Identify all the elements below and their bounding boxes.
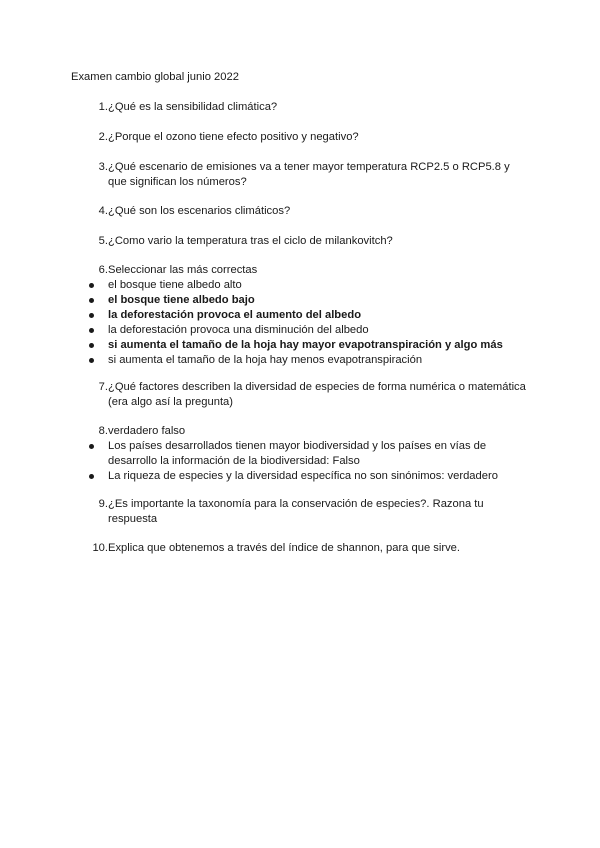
option-text: el bosque tiene albedo alto	[108, 279, 242, 291]
question-number: 9.	[98, 498, 108, 510]
question-6	[88, 263, 528, 278]
list-item	[88, 469, 528, 484]
bullet-icon	[89, 474, 94, 479]
question-7	[88, 380, 528, 410]
bullet-icon	[89, 358, 94, 363]
question-number: 4.	[98, 205, 108, 217]
question-text: verdadero falso	[108, 425, 186, 437]
list-item	[88, 338, 528, 353]
question-text: Seleccionar las más correctas	[108, 264, 258, 276]
question-text: Explica que obtenemos a través del índice de shannon, para que sirve.	[108, 542, 461, 554]
question-2	[88, 130, 528, 145]
option-text: la deforestación provoca el aumento del albedo	[108, 309, 362, 321]
question-8	[88, 424, 528, 439]
question-text: ¿Es importante la taxonomía para la conservación de especies?. Razona tu respuesta	[108, 498, 484, 525]
bullet-icon	[89, 343, 94, 348]
bullet-icon	[89, 313, 94, 318]
question-number: 2.	[98, 131, 108, 143]
question-number: 8.	[98, 425, 108, 437]
list-item	[88, 323, 528, 338]
option-text: si aumenta el tamaño de la hoja hay menos evapotranspiración	[108, 354, 423, 366]
question-text: ¿Qué son los escenarios climáticos?	[108, 205, 291, 217]
bullet-icon	[89, 283, 94, 288]
document-title: Examen cambio global junio 2022	[71, 71, 239, 83]
q6-options-list	[88, 278, 528, 368]
question-9	[88, 497, 528, 527]
q8-options-list	[88, 439, 528, 484]
list-item	[88, 353, 528, 368]
question-text: ¿Qué escenario de emisiones va a tener mayor temperatura RCP2.5 o RCP5.8 y que significan los números?	[108, 161, 510, 188]
list-item	[88, 308, 528, 323]
question-number: 5.	[98, 235, 108, 247]
list-item	[88, 293, 528, 308]
question-text: ¿Qué factores describen la diversidad de especies de forma numérica o matemática (era algo así la pregunta)	[108, 381, 526, 408]
bullet-icon	[89, 328, 94, 333]
question-text: ¿Como vario la temperatura tras el ciclo de milankovitch?	[108, 235, 393, 247]
question-1	[88, 100, 528, 115]
question-5	[88, 234, 528, 249]
bullet-icon	[89, 298, 94, 303]
question-number: 3.	[98, 161, 108, 173]
list-item	[88, 278, 528, 293]
option-text: si aumenta el tamaño de la hoja hay mayor evapotranspiración y algo más	[108, 339, 503, 351]
question-10	[88, 541, 528, 556]
option-text: la deforestación provoca una disminución del albedo	[108, 324, 369, 336]
question-number: 10.	[92, 542, 108, 554]
question-text: ¿Porque el ozono tiene efecto positivo y negativo?	[108, 131, 359, 143]
bullet-icon	[89, 444, 94, 449]
option-text: La riqueza de especies y la diversidad específica no son sinónimos: verdadero	[108, 470, 498, 482]
option-text: Los países desarrollados tienen mayor biodiversidad y los países en vías de desarrollo la información de la biodiversidad: Falso	[108, 440, 487, 467]
list-item	[88, 439, 528, 469]
question-number: 7.	[98, 381, 108, 393]
question-4	[88, 204, 528, 219]
question-text: ¿Qué es la sensibilidad climática?	[108, 101, 278, 113]
question-3	[88, 160, 528, 190]
option-text: el bosque tiene albedo bajo	[108, 294, 255, 306]
question-number: 6.	[98, 264, 108, 276]
question-number: 1.	[98, 101, 108, 113]
